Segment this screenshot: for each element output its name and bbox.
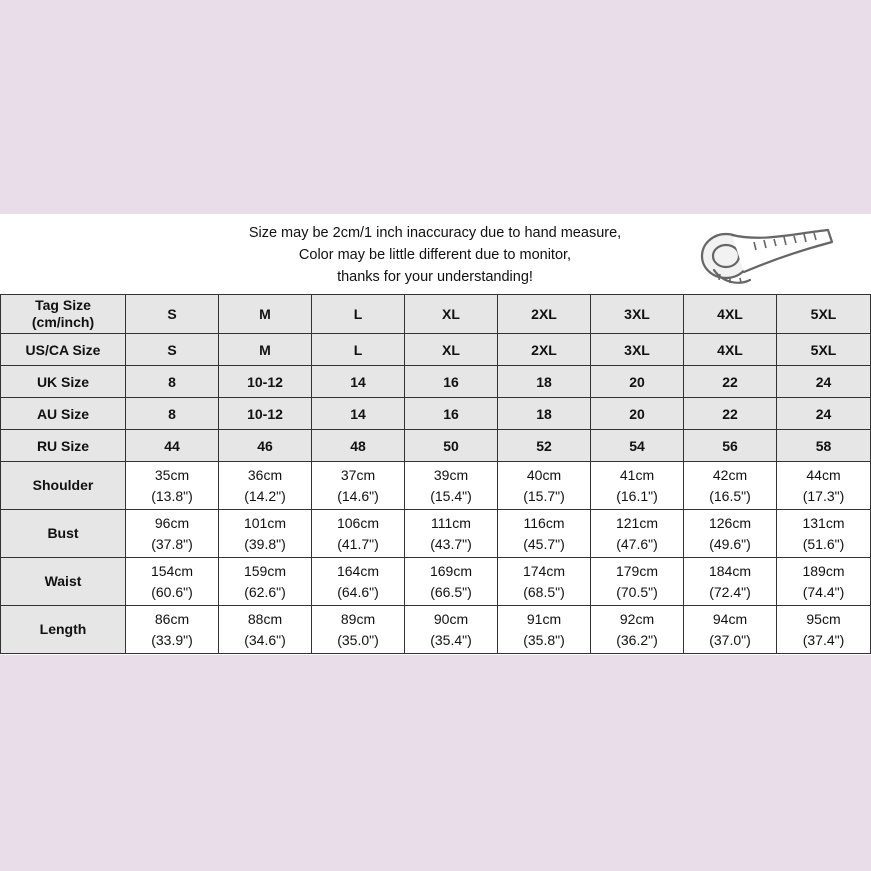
table-cell: 46 (219, 430, 312, 462)
inch-value: (16.1") (616, 487, 658, 504)
size-header-cell: 5XL (777, 295, 871, 334)
inch-value: (72.4") (709, 583, 751, 600)
inch-value: (17.3") (802, 487, 845, 504)
notice-banner (0, 214, 871, 292)
length-row (1, 606, 871, 654)
cm-value: 101cm (243, 514, 287, 531)
cm-value: 40cm (526, 466, 562, 483)
measure-cell (591, 606, 684, 654)
measure-cell (126, 510, 219, 558)
measure-cell (498, 510, 591, 558)
tag-size-label: Tag Size (35, 297, 91, 313)
measure-cell (312, 462, 405, 510)
row-label: AU Size (1, 398, 126, 430)
inch-value: (33.9") (151, 631, 193, 648)
table-cell: 20 (591, 398, 684, 430)
measure-cell (219, 510, 312, 558)
table-cell: 24 (777, 366, 871, 398)
table-cell: 54 (591, 430, 684, 462)
cm-value: 42cm (712, 466, 748, 483)
cm-value: 44cm (806, 466, 841, 483)
table-cell: 50 (405, 430, 498, 462)
cm-value: 94cm (712, 610, 748, 627)
size-header-cell: S (126, 295, 219, 334)
table-cell: 8 (126, 366, 219, 398)
measure-cell (126, 558, 219, 606)
measure-cell (312, 558, 405, 606)
inch-value: (45.7") (523, 535, 565, 552)
cm-value: 95cm (806, 610, 841, 627)
cm-value: 89cm (340, 610, 376, 627)
row-label-tag-size (1, 295, 126, 334)
cm-value: 111cm (431, 514, 471, 531)
inch-value: (37.0") (709, 631, 751, 648)
table-cell: 8 (126, 398, 219, 430)
inch-value: (37.4") (802, 631, 845, 648)
cm-value: 126cm (708, 514, 752, 531)
size-header-cell: M (219, 295, 312, 334)
inch-value: (60.6") (151, 583, 193, 600)
cm-value: 164cm (336, 562, 380, 579)
cm-value: 184cm (708, 562, 752, 579)
size-chart-card (0, 214, 871, 655)
inch-value: (37.8") (151, 535, 193, 552)
size-header-cell: XL (405, 295, 498, 334)
table-cell: 16 (405, 398, 498, 430)
cm-value: 92cm (619, 610, 655, 627)
measure-cell (777, 462, 871, 510)
cm-value: 159cm (243, 562, 287, 579)
measure-cell (405, 558, 498, 606)
inch-value: (68.5") (523, 583, 565, 600)
table-cell: 48 (312, 430, 405, 462)
cm-value: 154cm (150, 562, 194, 579)
measure-cell (591, 510, 684, 558)
measure-cell (405, 510, 498, 558)
cm-value: 121cm (615, 514, 659, 531)
table-cell: 52 (498, 430, 591, 462)
measure-cell (777, 558, 871, 606)
measure-cell (684, 510, 777, 558)
inch-value: (66.5") (430, 583, 472, 600)
au-size-row (1, 398, 871, 430)
table-cell: S (126, 334, 219, 366)
size-header-cell: L (312, 295, 405, 334)
cm-value: 86cm (154, 610, 190, 627)
notice-line-2: Color may be little different due to monitor, (298, 247, 572, 263)
size-header-cell: 3XL (591, 295, 684, 334)
inch-value: (64.6") (337, 583, 379, 600)
cm-value: 39cm (433, 466, 469, 483)
table-cell: 44 (126, 430, 219, 462)
measure-cell (126, 606, 219, 654)
measure-cell (498, 558, 591, 606)
cm-value: 116cm (523, 514, 565, 531)
cm-value: 88cm (247, 610, 283, 627)
cm-value: 189cm (802, 562, 845, 579)
measure-cell (684, 462, 777, 510)
size-table (0, 294, 871, 654)
shoulder-row (1, 462, 871, 510)
inch-value: (35.8") (523, 631, 565, 648)
inch-value: (36.2") (616, 631, 658, 648)
cm-value: 179cm (615, 562, 659, 579)
table-cell: 58 (777, 430, 871, 462)
measure-cell (219, 462, 312, 510)
table-cell: L (312, 334, 405, 366)
row-label: UK Size (1, 366, 126, 398)
inch-value: (41.7") (337, 535, 379, 552)
ru-size-row (1, 430, 871, 462)
cm-value: 91cm (526, 610, 562, 627)
size-header-cell: 2XL (498, 295, 591, 334)
inch-value: (35.0") (337, 631, 379, 648)
inch-value: (49.6") (709, 535, 751, 552)
cm-value: 106cm (336, 514, 380, 531)
table-cell: 2XL (498, 334, 591, 366)
inch-value: (62.6") (244, 583, 286, 600)
inch-value: (43.7") (430, 535, 472, 552)
table-cell: 18 (498, 366, 591, 398)
measure-cell (777, 606, 871, 654)
row-label: Shoulder (1, 462, 126, 510)
tag-size-unit-label: (cm/inch) (31, 314, 95, 330)
waist-row (1, 558, 871, 606)
measuring-tape-icon (692, 220, 842, 292)
table-cell: 10-12 (219, 398, 312, 430)
inch-value: (47.6") (616, 535, 658, 552)
uk-size-row (1, 366, 871, 398)
row-label: US/CA Size (1, 334, 126, 366)
measure-cell (498, 606, 591, 654)
inch-value: (39.8") (244, 535, 286, 552)
row-label: Length (1, 606, 126, 654)
inch-value: (70.5") (616, 583, 658, 600)
table-cell: 3XL (591, 334, 684, 366)
us-ca-size-row (1, 334, 871, 366)
table-cell: 22 (684, 398, 777, 430)
cm-value: 41cm (619, 466, 655, 483)
measure-cell (312, 606, 405, 654)
cm-value: 36cm (247, 466, 283, 483)
bust-row (1, 510, 871, 558)
measure-cell (312, 510, 405, 558)
cm-value: 169cm (429, 562, 473, 579)
table-cell: 22 (684, 366, 777, 398)
notice-line-1: Size may be 2cm/1 inch inaccuracy due to hand measure, (248, 225, 622, 241)
table-cell: 18 (498, 398, 591, 430)
inch-value: (14.2") (244, 487, 286, 504)
table-cell: 4XL (684, 334, 777, 366)
inch-value: (14.6") (337, 487, 379, 504)
row-label: Bust (1, 510, 126, 558)
table-cell: 14 (312, 398, 405, 430)
size-header-cell: 4XL (684, 295, 777, 334)
measure-cell (405, 462, 498, 510)
measure-cell (219, 606, 312, 654)
measure-cell (591, 462, 684, 510)
cm-value: 131cm (802, 514, 845, 531)
inch-value: (15.7") (523, 487, 565, 504)
table-cell: 16 (405, 366, 498, 398)
row-label: RU Size (1, 430, 126, 462)
measure-cell (498, 462, 591, 510)
table-cell: M (219, 334, 312, 366)
inch-value: (16.5") (709, 487, 751, 504)
table-cell: 14 (312, 366, 405, 398)
table-cell: 56 (684, 430, 777, 462)
notice-line-3: thanks for your understanding! (337, 269, 533, 285)
measure-cell (405, 606, 498, 654)
cm-value: 35cm (154, 466, 190, 483)
table-cell: 20 (591, 366, 684, 398)
measure-cell (684, 558, 777, 606)
inch-value: (34.6") (244, 631, 286, 648)
cm-value: 174cm (522, 562, 566, 579)
inch-value: (51.6") (802, 535, 845, 552)
inch-value: (13.8") (151, 487, 193, 504)
measure-cell (219, 558, 312, 606)
measure-cell (126, 462, 219, 510)
cm-value: 37cm (340, 466, 376, 483)
measure-cell (591, 558, 684, 606)
notice-text (155, 222, 715, 288)
inch-value: (74.4") (802, 583, 845, 600)
cm-value: 96cm (154, 514, 190, 531)
row-label: Waist (1, 558, 126, 606)
measure-cell (684, 606, 777, 654)
inch-value: (35.4") (430, 631, 472, 648)
table-cell: 5XL (777, 334, 871, 366)
table-cell: XL (405, 334, 498, 366)
cm-value: 90cm (433, 610, 469, 627)
table-cell: 10-12 (219, 366, 312, 398)
tag-size-row (1, 295, 871, 334)
inch-value: (15.4") (430, 487, 472, 504)
table-cell: 24 (777, 398, 871, 430)
measure-cell (777, 510, 871, 558)
